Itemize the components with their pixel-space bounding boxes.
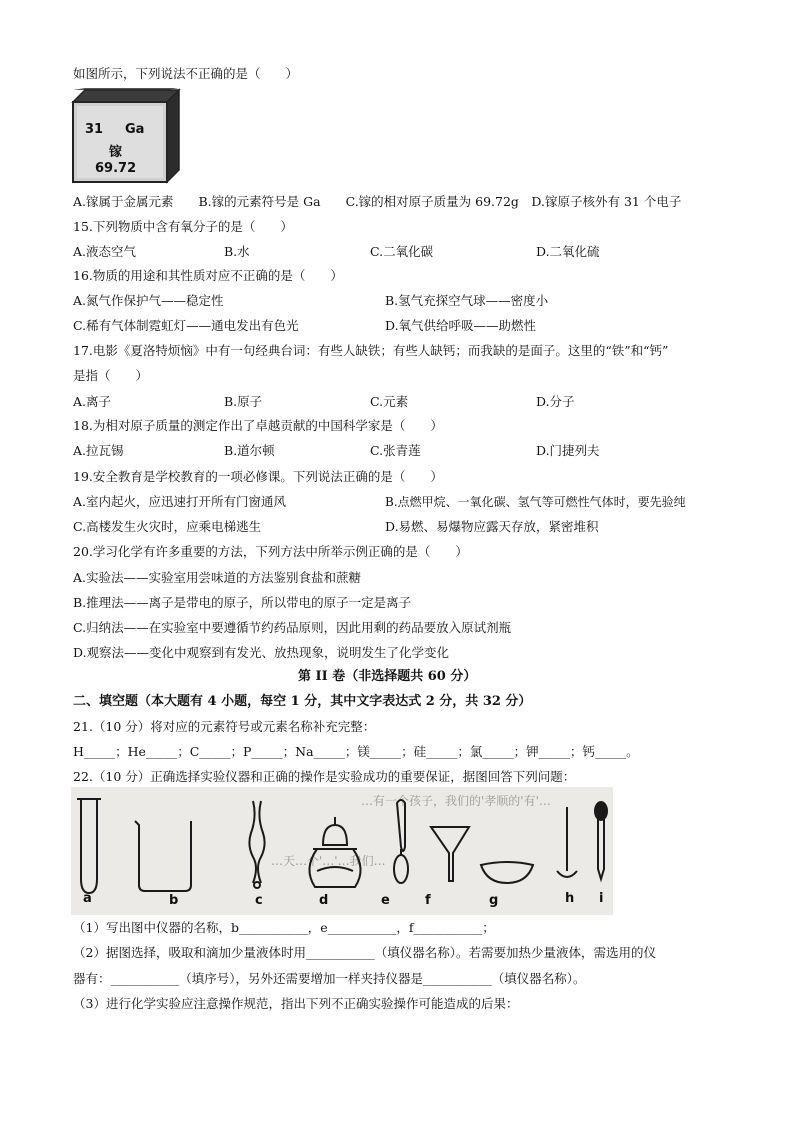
apparatus-label-g: g [489,893,499,908]
apparatus-label-a: a [83,891,92,906]
q15-stem: 15.下列物质中含有氧分子的是（ ） [73,219,293,234]
q20-stem: 20.学习化学有许多重要的方法，下列方法中所举示例正确的是（ ） [73,544,468,559]
q18-option-a: A.拉瓦锡 [73,443,124,458]
q20-option-d: D.观察法——变化中观察到有发光、放热现象，说明发生了化学变化 [73,645,450,660]
lab-apparatus-figure [71,787,613,915]
q17-option-a: A.离子 [73,394,112,409]
q14-stem: 如图所示，下列说法不正确的是（ ） [73,66,299,81]
q20-option-b: B.推理法——离子是带电的原子，所以带电的原子一定是离子 [73,595,412,610]
apparatus-label-d: d [319,893,329,908]
q17-option-d: D.分子 [536,394,575,409]
q15-option-b: B.水 [224,244,250,259]
q16-option-a: A.氮气作保护气——稳定性 [73,293,224,308]
q18-option-d: D.门捷列夫 [536,443,600,458]
q20-option-c: C.归纳法——在实验室中要遵循节约药品原则，因此用剩的药品要放入原试剂瓶 [73,620,512,635]
q17-stem: 17.电影《夏洛特烦恼》中有一句经典台词：有些人缺铁；有些人缺钙；而我缺的是面子。这里的“铁”和“钙” [73,343,669,358]
crucible-tongs-icon [249,801,264,888]
q16-option-b: B.氢气充探空气球——密度小 [385,293,549,308]
q16-stem: 16.物质的用途和其性质对应不正确的是（ ） [73,268,343,283]
gallium-element-tile [71,88,181,184]
test-tube-icon [77,799,101,893]
apparatus-label-h: h [565,891,575,906]
element-atomic-mass: 69.72 [95,161,137,176]
medicine-spoon-icon [394,800,408,883]
q18-option-c: C.张青莲 [370,443,421,458]
q19-stem: 19.安全教育是学校教育的一项必修课。下列说法正确的是（ ） [73,469,443,484]
dropper-icon [595,802,607,879]
element-name: 镓 [109,145,123,160]
q20-option-a: A.实验法——实验室用尝味道的方法鉴别食盐和蔗糖 [73,570,362,585]
q15-option-a: A.液态空气 [73,244,137,259]
q19-option-a: A.室内起火，应迅速打开所有门窗通风 [73,494,287,509]
element-symbol: Ga [125,122,145,137]
q19-option-d: D.易燃、易爆物应露天存放，紧密堆积 [385,519,599,534]
q15-option-d: D.二氧化硫 [536,244,600,259]
q22-part2: （2）据图选择，吸取和滴加少量液体时用___________（填仪器名称）。若需要加热少量液体，需选用的仪 [73,945,656,960]
q22-part2-cont: 器有：___________（填序号），另外还需要增加一样夹持仪器是___________（填仪器名称）。 [73,971,586,986]
q17-option-c: C.元素 [370,394,409,409]
q18-option-b: B.道尔顿 [224,443,275,458]
q15-option-c: C.二氧化碳 [370,244,434,259]
q19-option-b: B.点燃甲烷、一氧化碳、氢气等可燃性气体时，要先验纯 [385,495,686,509]
q22-part3: （3）进行化学实验应注意操作规范，指出下列不正确实验操作可能造成的后果： [73,996,519,1011]
apparatus-label-c: c [255,893,263,908]
combustion-spoon-icon [557,807,577,877]
q17-stem-cont: 是指（ ） [73,368,149,383]
q16-option-c: C.稀有气体制霓虹灯——通电发出有色光 [73,318,299,333]
part2-title: 第 II 卷（非选择题共 60 分） [298,669,477,684]
q21-stem: 21.（10 分）将对应的元素符号或元素名称补充完整： [73,719,376,734]
evaporating-dish-icon [481,862,533,883]
alcohol-lamp-icon [309,817,360,887]
q14-options: A.镓属于金属元素 B.镓的元素符号是 Ga C.镓的相对原子质量为 69.72g D.镓原子核外有 31 个电子 [73,194,682,209]
figure-bg-text-1: …有一个孩子，我们的'孝顺的'有'… [361,794,551,808]
funnel-icon [431,827,469,881]
q22-stem: 22.（10 分）正确选择实验仪器和正确的操作是实验成功的重要保证，据图回答下列问题： [73,769,576,784]
q18-stem: 18.为相对原子质量的测定作出了卓越贡献的中国科学家是（ ） [73,418,443,433]
q21-blanks: H_____；He_____；C_____；P_____；Na_____；镁_____；硅_____；氯_____；钾_____；钙_____。 [73,744,639,759]
element-atomic-number: 31 [85,122,104,137]
q19-option-c: C.高楼发生火灾时，应乘电梯逃生 [73,519,262,534]
apparatus-label-i: i [599,891,604,906]
section-title: 二、填空题（本大题有 4 小题，每空 1 分，其中文字表达式 2 分，共 32 分） [73,694,532,709]
apparatus-label-b: b [169,893,179,908]
q22-part1: （1）写出图中仪器的名称，b___________，e___________，f___________； [73,920,495,935]
apparatus-label-e: e [381,893,390,908]
q17-option-b: B.原子 [224,394,263,409]
beaker-icon [135,821,191,891]
figure-bg-text-2: …天…个'…'…我们… [271,854,386,868]
apparatus-label-f: f [425,893,431,908]
q16-option-d: D.氧气供给呼吸——助燃性 [385,318,537,333]
